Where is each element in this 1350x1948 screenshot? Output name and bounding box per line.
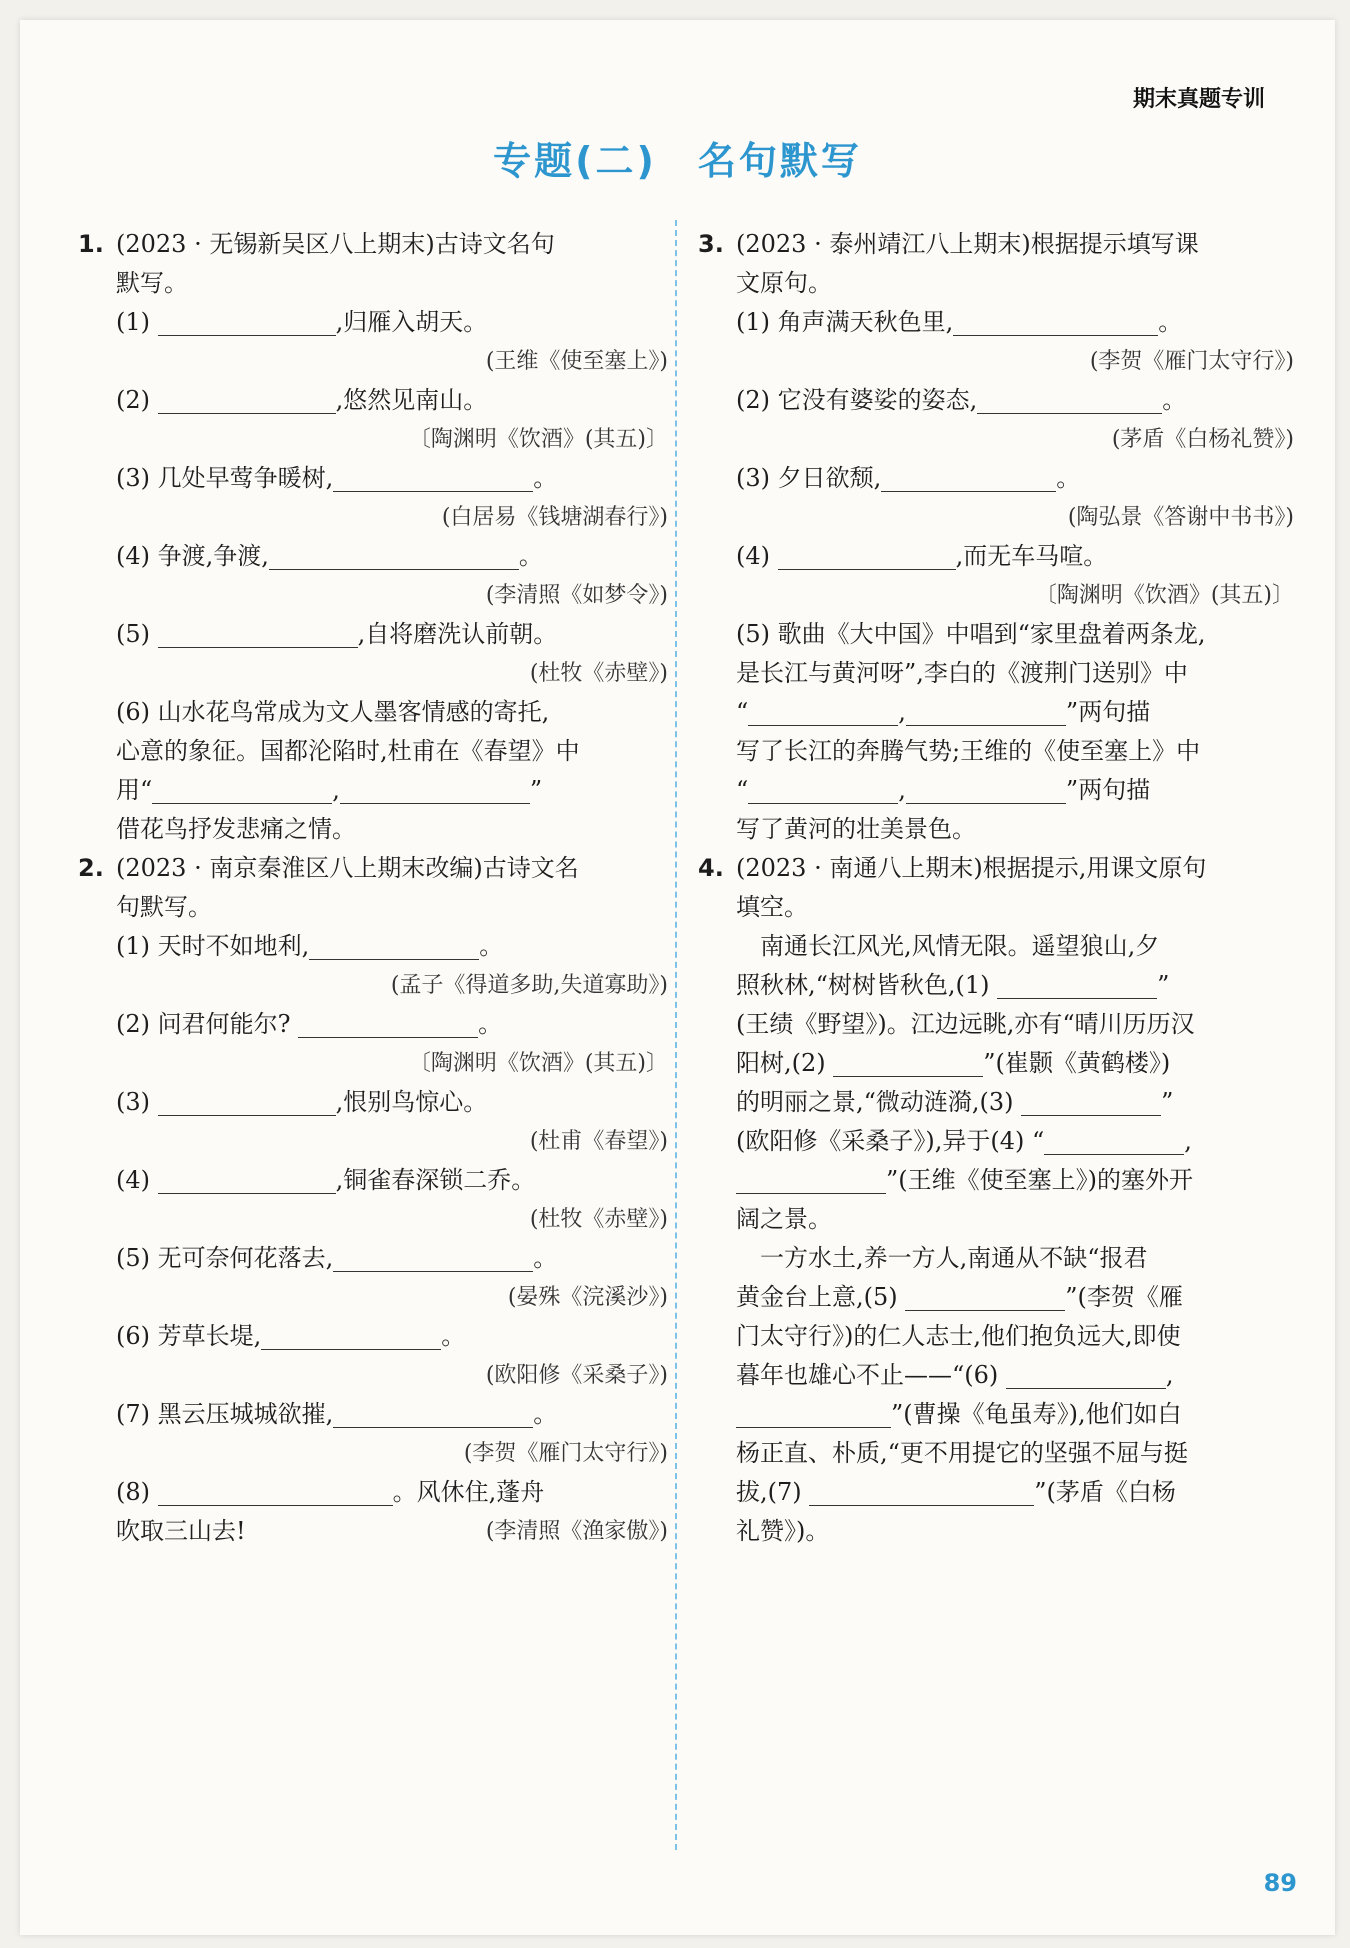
answer-blank[interactable] [158, 1479, 393, 1506]
item-text: (3) 几处早莺争暖树, [116, 464, 334, 492]
q2-instruction: 句默写。 [116, 893, 212, 921]
question-number: 3. [698, 230, 724, 258]
right-column [698, 225, 1294, 1551]
q3-item-5: (5) 歌曲《大中国》中唱到“家里盘着两条龙, [736, 620, 1206, 648]
answer-blank[interactable] [152, 777, 332, 804]
item-source: 〔陶渊明《饮酒》(其五)〕 [408, 1051, 668, 1076]
q2-item-1 [78, 927, 668, 966]
q3-item-5-text: 写了长江的奔腾气势;王维的《使至塞上》中 [736, 737, 1201, 765]
item-text: (3) 夕日欲颓, [736, 464, 882, 492]
item-text: , [898, 698, 906, 726]
item-text: ”(王维《使至塞上》)的塞外开 [886, 1166, 1193, 1194]
item-text: 阳树,(2) [736, 1049, 834, 1077]
item-source: (李贺《雁门太守行》) [463, 1441, 668, 1466]
item-text: 。 [478, 1010, 503, 1038]
q4-passage-line: 南通长江风光,风情无限。遥望狼山,夕 [736, 932, 1160, 960]
item-text: (1) 天时不如地利, [116, 932, 310, 960]
answer-blank[interactable] [333, 465, 533, 492]
item-text: 吹取三山去! [116, 1517, 246, 1545]
item-label: (4) [736, 542, 778, 570]
item-source: (李清照《渔家傲》) [485, 1519, 668, 1544]
q2-item-5 [78, 1239, 668, 1278]
q2-item-6 [78, 1317, 668, 1356]
item-label: (8) [116, 1478, 158, 1506]
item-source: (杜牧《赤壁》) [529, 661, 668, 686]
question-number: 2. [78, 854, 104, 882]
item-text: 。 [533, 1244, 558, 1272]
q4-passage-line [698, 1473, 1294, 1512]
item-text: ” [529, 776, 543, 804]
item-text: ”两句描 [1065, 698, 1151, 726]
answer-blank[interactable] [809, 1479, 1034, 1506]
item-text: 照秋林,“树树皆秋色,(1) [736, 971, 998, 999]
q3-item-3 [698, 459, 1294, 498]
item-source: (欧阳修《采桑子》) [485, 1363, 668, 1388]
page-title: 专题(二) 名句默写 [493, 139, 862, 183]
item-label: (2) [116, 386, 158, 414]
answer-blank[interactable] [158, 387, 336, 414]
answer-blank[interactable] [881, 465, 1056, 492]
item-text: (7) 黑云压城城欲摧, [116, 1400, 334, 1428]
q4-passage-line [698, 1044, 1294, 1083]
answer-blank[interactable] [906, 777, 1066, 804]
q4-passage-line [698, 1122, 1294, 1161]
item-text: 。 [533, 1400, 558, 1428]
answer-blank[interactable] [736, 1401, 891, 1428]
answer-blank[interactable] [905, 1284, 1065, 1311]
q2-source: (2023 · 南京秦淮区八上期末改编)古诗文名 [116, 854, 579, 882]
q3-item-2 [698, 381, 1294, 420]
item-text: ,悠然见南山。 [335, 386, 488, 414]
item-source: 〔陶渊明《饮酒》(其五)〕 [1034, 583, 1294, 608]
q3-instruction: 文原句。 [736, 269, 832, 297]
running-header: 期末真题专训 [1132, 87, 1265, 112]
item-label: (4) [116, 1166, 158, 1194]
q4-passage-line [698, 1356, 1294, 1395]
item-text: , [898, 776, 906, 804]
answer-blank[interactable] [833, 1050, 983, 1077]
answer-blank[interactable] [333, 1245, 533, 1272]
answer-blank[interactable] [340, 777, 530, 804]
item-text: ”两句描 [1065, 776, 1151, 804]
q4-passage-line: 一方水土,养一方人,南通从不缺“报君 [736, 1244, 1148, 1272]
item-text: “ [736, 776, 749, 804]
answer-blank[interactable] [748, 777, 898, 804]
answer-blank[interactable] [953, 309, 1158, 336]
q4-source: (2023 · 南通八上期末)根据提示,用课文原句 [736, 854, 1207, 882]
item-source: (白居易《钱塘湖春行》) [441, 505, 668, 530]
q3-item-5-blanks-1 [698, 693, 1294, 732]
answer-blank[interactable] [298, 1011, 478, 1038]
q2-item-7 [78, 1395, 668, 1434]
q4-passage-line [698, 1161, 1294, 1200]
item-source: (杜甫《春望》) [529, 1129, 668, 1154]
item-text: 黄金台上意,(5) [736, 1283, 906, 1311]
q2-item-4 [78, 1161, 668, 1200]
q1-item-6-blanks [78, 771, 668, 810]
q3-item-5-blanks-2 [698, 771, 1294, 810]
answer-blank[interactable] [158, 1167, 336, 1194]
item-text: ,铜雀春深锁二乔。 [335, 1166, 536, 1194]
item-source: (陶弘景《答谢中书书》) [1067, 505, 1294, 530]
item-text: ” [1157, 971, 1170, 999]
question-number: 1. [78, 230, 104, 258]
item-text: , [332, 776, 340, 804]
q3-heading [698, 225, 1294, 264]
q2-item-3 [78, 1083, 668, 1122]
answer-blank[interactable] [309, 933, 479, 960]
item-text: 。 [518, 542, 543, 570]
answer-blank[interactable] [333, 1401, 533, 1428]
item-label: (1) [116, 308, 158, 336]
q4-passage-line [698, 1278, 1294, 1317]
answer-blank[interactable] [778, 543, 956, 570]
item-text: ,恨别鸟惊心。 [335, 1088, 488, 1116]
item-text: , [1165, 1361, 1174, 1389]
q1-item-6-end: 借花鸟抒发悲痛之情。 [116, 815, 356, 843]
item-text: ”(曹操《龟虽寿》),他们如白 [891, 1400, 1182, 1428]
q4-passage-line [698, 1395, 1294, 1434]
item-text: 。 [1162, 386, 1187, 414]
q3-item-4 [698, 537, 1294, 576]
q4-passage-line: 杨正直、朴质,“更不用提它的坚强不屈与挺 [736, 1439, 1188, 1467]
item-text: 。 [441, 1322, 466, 1350]
item-text: (2) 问君何能尔? [116, 1010, 299, 1038]
answer-blank[interactable] [158, 1089, 336, 1116]
item-text: (2) 它没有婆娑的姿态, [736, 386, 978, 414]
q3-item-1 [698, 303, 1294, 342]
q2-item-8 [78, 1473, 668, 1512]
question-number: 4. [698, 854, 724, 882]
item-text: (6) 芳草长堤, [116, 1322, 262, 1350]
q1-instruction: 默写。 [116, 269, 188, 297]
q4-heading [698, 849, 1294, 888]
q4-passage-line: 阔之景。 [736, 1205, 832, 1233]
item-text: 。风休住,蓬舟 [392, 1478, 545, 1506]
item-text: 。 [1056, 464, 1081, 492]
item-text: (5) 无可奈何花落去, [116, 1244, 334, 1272]
answer-blank[interactable] [736, 1167, 886, 1194]
q3-item-5-end: 写了黄河的壮美景色。 [736, 815, 976, 843]
item-source: (李贺《雁门太守行》) [1089, 349, 1294, 374]
q1-item-1 [78, 303, 668, 342]
q4-passage-line: 门太守行》)的仁人志士,他们抱负远大,即使 [736, 1322, 1181, 1350]
q3-item-5-text: 是长江与黄河呀”,李白的《渡荆门送别》中 [736, 659, 1188, 687]
item-source: (杜牧《赤壁》) [529, 1207, 668, 1232]
page-number: 89 [1263, 1869, 1297, 1897]
answer-blank[interactable] [977, 387, 1162, 414]
item-text: ,自将磨洗认前朝。 [357, 620, 558, 648]
answer-blank[interactable] [1006, 1362, 1166, 1389]
answer-blank[interactable] [158, 309, 336, 336]
answer-blank[interactable] [269, 543, 519, 570]
q4-instruction: 填空。 [736, 893, 808, 921]
item-text: “ [736, 698, 749, 726]
item-label: (5) [116, 620, 158, 648]
item-text: 。 [533, 464, 558, 492]
item-source: (孟子《得道多助,失道寡助》) [390, 973, 668, 998]
item-source: (茅盾《白杨礼赞》) [1111, 427, 1294, 452]
q1-item-5 [78, 615, 668, 654]
item-text: , [1184, 1127, 1192, 1155]
item-text: 拔,(7) [736, 1478, 810, 1506]
item-source: 〔陶渊明《饮酒》(其五)〕 [408, 427, 668, 452]
q3-source: (2023 · 泰州靖江八上期末)根据提示填写课 [736, 230, 1199, 258]
q1-item-6: (6) 山水花鸟常成为文人墨客情感的寄托, [116, 698, 550, 726]
answer-blank[interactable] [1044, 1128, 1184, 1155]
q4-passage-line [698, 1083, 1294, 1122]
q1-item-4 [78, 537, 668, 576]
q1-item-6-text: 心意的象征。国都沦陷时,杜甫在《春望》中 [116, 737, 580, 765]
answer-blank[interactable] [906, 699, 1066, 726]
item-source: (王维《使至塞上》) [485, 349, 668, 374]
answer-blank[interactable] [261, 1323, 441, 1350]
left-column [78, 225, 668, 1551]
item-source: (晏殊《浣溪沙》) [507, 1285, 668, 1310]
q2-heading [78, 849, 668, 888]
item-source: (李清照《如梦令》) [485, 583, 668, 608]
q2-item-2 [78, 1005, 668, 1044]
q1-source: (2023 · 无锡新吴区八上期末)古诗文名句 [116, 230, 555, 258]
q2-item-8-end [78, 1512, 668, 1551]
answer-blank[interactable] [1021, 1089, 1161, 1116]
item-text: 。 [479, 932, 504, 960]
item-text: 用“ [116, 776, 153, 804]
item-text: ”(茅盾《白杨 [1034, 1478, 1176, 1506]
item-text: 暮年也雄心不止——“(6) [736, 1361, 1006, 1389]
item-text: 的明丽之景,“微动涟漪,(3) [736, 1088, 1022, 1116]
item-text: 。 [1158, 308, 1183, 336]
page [20, 20, 1335, 1935]
item-text: (1) 角声满天秋色里, [736, 308, 954, 336]
answer-blank[interactable] [997, 972, 1157, 999]
column-divider [675, 220, 677, 1850]
item-text: ,归雁入胡天。 [335, 308, 488, 336]
q4-passage-line [698, 966, 1294, 1005]
q1-item-3 [78, 459, 668, 498]
item-label: (3) [116, 1088, 158, 1116]
item-text: (4) 争渡,争渡, [116, 542, 269, 570]
q1-item-2 [78, 381, 668, 420]
q4-passage-line: 礼赞》)。 [736, 1517, 830, 1545]
item-text: ” [1161, 1088, 1174, 1116]
answer-blank[interactable] [748, 699, 898, 726]
q1-heading [78, 225, 668, 264]
item-text: ”(崔颢《黄鹤楼》) [983, 1049, 1171, 1077]
answer-blank[interactable] [158, 621, 358, 648]
item-text: (欧阳修《采桑子》),异于(4) “ [736, 1127, 1045, 1155]
item-text: ,而无车马喧。 [955, 542, 1108, 570]
item-text: ”(李贺《雁 [1065, 1283, 1183, 1311]
q4-passage-line: (王绩《野望》)。江边远眺,亦有“晴川历历汉 [736, 1010, 1195, 1038]
